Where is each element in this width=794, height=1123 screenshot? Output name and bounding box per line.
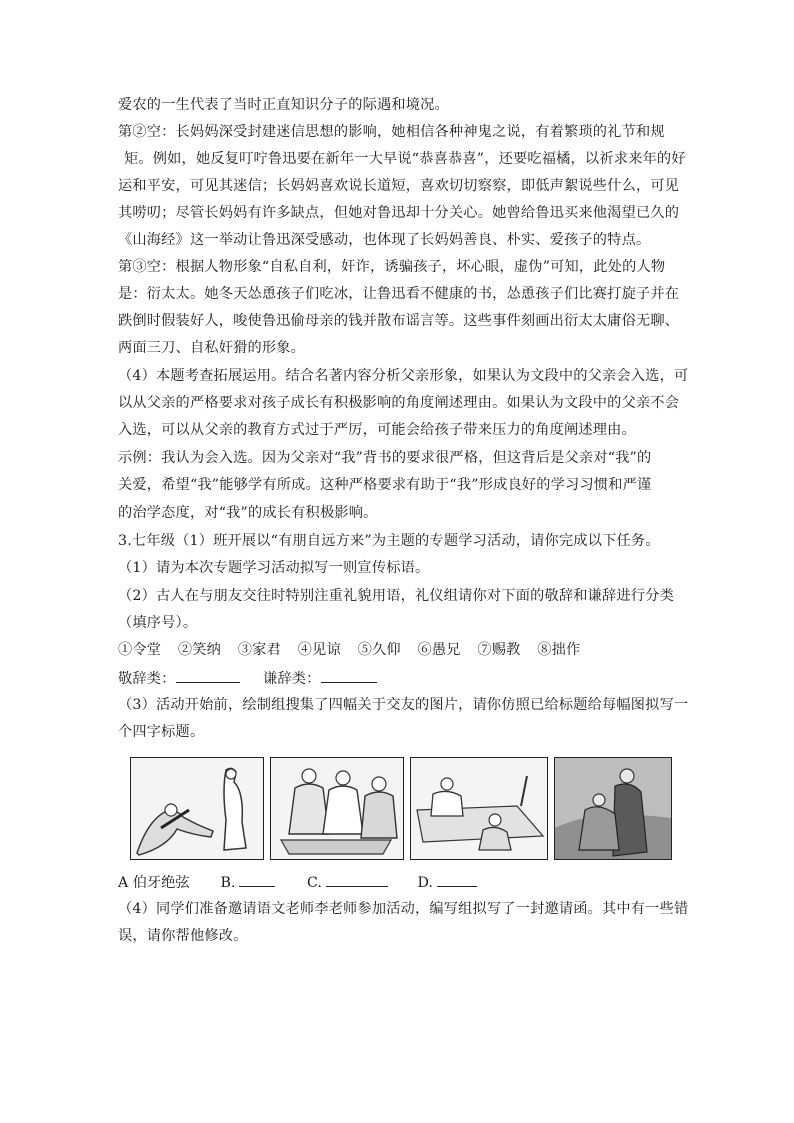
text-line: 入选，可以从父亲的教育方式过于严厉，可能会给孩子带来压力的角度阐述理由。 [118, 422, 636, 438]
task-2: （2）古人在与朋友交往时特别注重礼貌用语，礼仪组请你对下面的敬辞和谦辞进行分类 [118, 588, 674, 604]
figure-captions [118, 872, 477, 892]
task-1: （1）请为本次专题学习活动拟写一则宣传标语。 [118, 560, 430, 576]
text-line: 跌倒时假装好人，唆使鲁迅偷母亲的钱并散布谣言等。这些事件刻画出衍太太庸俗无聊、 [118, 313, 680, 329]
classify-row [118, 668, 377, 688]
text-line: 的治学态度，对“我”的成长有积极影响。 [118, 505, 378, 521]
humble-label: 谦辞类： [263, 671, 321, 687]
figure-c-drawing [411, 758, 547, 859]
caption-c-wrap [307, 872, 413, 892]
text-line: 两面三刀、自私奸猾的形象。 [118, 340, 306, 356]
text-line: 运和平安，可见其迷信；长妈妈喜欢说长道短，喜欢切切察察，即低声絮说些什么，可见 [118, 178, 680, 194]
option-item: ④见谅 [297, 642, 341, 658]
figure-d-drawing [555, 758, 671, 859]
option-item: ⑥愚兄 [417, 642, 461, 658]
text-line: 《山海经》这一举动让鲁迅深受感动，也体现了长妈妈善良、朴实、爱孩子的特点。 [118, 232, 651, 248]
task-3: （3）活动开始前，绘制组搜集了四幅关于交友的图片，请你仿照已给标题给每幅图拟写一 [118, 697, 689, 713]
text-line: （填序号）。 [118, 615, 198, 631]
caption-b-blank[interactable] [239, 872, 275, 887]
option-item: ③家君 [237, 642, 281, 658]
figure-a [130, 757, 264, 860]
text-line: 是：衍太太。她冬天怂恿孩子们吃冰，让鲁迅看不健康的书，怂恿孩子们比赛打旋子并在 [118, 286, 680, 302]
option-item: ①令堂 [118, 642, 162, 658]
option-item: ⑦赐教 [477, 642, 521, 658]
text-line: （4）本题考查拓展运用。结合名著内容分析父亲形象，如果认为文段中的父亲会入选，可 [118, 368, 689, 384]
text-line: 个四字标题。 [118, 724, 205, 740]
text-line: 爱农的一生代表了当时正直知识分子的际遇和境况。 [118, 97, 449, 113]
caption-d: D. [417, 875, 433, 891]
caption-d-blank[interactable] [437, 872, 477, 887]
caption-a: A 伯牙绝弦 [118, 875, 190, 891]
text-line: 第②空：长妈妈深受封建迷信思想的影响，她相信各种神鬼之说，有着繁琐的礼节和规 [118, 124, 665, 140]
caption-c: C. [307, 875, 322, 891]
option-item: ⑧拙作 [537, 642, 581, 658]
caption-c-blank[interactable] [326, 872, 388, 887]
figure-a-drawing [131, 758, 263, 859]
option-item: ②笑纳 [177, 642, 222, 658]
text-line: 以从父亲的严格要求对孩子成长有积极影响的角度阐述理由。如果认为文段中的父亲不会 [118, 395, 680, 411]
text-line: 关爱，希望“我”能够学有所成。这种严格要求有助于“我”形成良好的学习习惯和严谨 [118, 477, 652, 493]
figure-c [410, 757, 548, 860]
question-heading: 3.七年级（1）班开展以“有朋自远方来”为主题的专题学习活动，请你完成以下任务。 [118, 533, 660, 549]
text-line: 误，请你帮他修改。 [118, 928, 248, 944]
text-line: 矩。例如，她反复叮咛鲁迅要在新年一大早说“恭喜恭喜”，还要吃福橘，以祈求来年的好 [124, 151, 686, 167]
text-line: 第③空：根据人物形象“自私自利，奸诈，诱骗孩子，坏心眼，虚伪”可知，此处的人物 [118, 259, 666, 275]
respect-blank[interactable] [176, 668, 240, 683]
figure-b-drawing [271, 758, 403, 859]
caption-d-wrap [418, 872, 477, 892]
figure-b [270, 757, 404, 860]
text-line: 其唠叨；尽管长妈妈有许多缺点，但她对鲁迅却十分关心。她曾给鲁迅买来他渴望已久的 [118, 205, 680, 221]
respect-label: 敬辞类： [118, 671, 176, 687]
task-4: （4）同学们准备邀请语文老师李老师参加活动，编写组拟写了一封邀请函。其中有一些错 [118, 901, 689, 917]
humble-blank[interactable] [321, 668, 377, 683]
word-options [118, 641, 592, 659]
option-item: ⑤久仰 [357, 642, 401, 658]
caption-b: B. [220, 875, 236, 891]
text-line: 示例：我认为会入选。因为父亲对“我”背书的要求很严格，但这背后是父亲对“我”的 [118, 450, 652, 466]
figure-d [554, 757, 672, 860]
caption-b-wrap [221, 872, 303, 892]
